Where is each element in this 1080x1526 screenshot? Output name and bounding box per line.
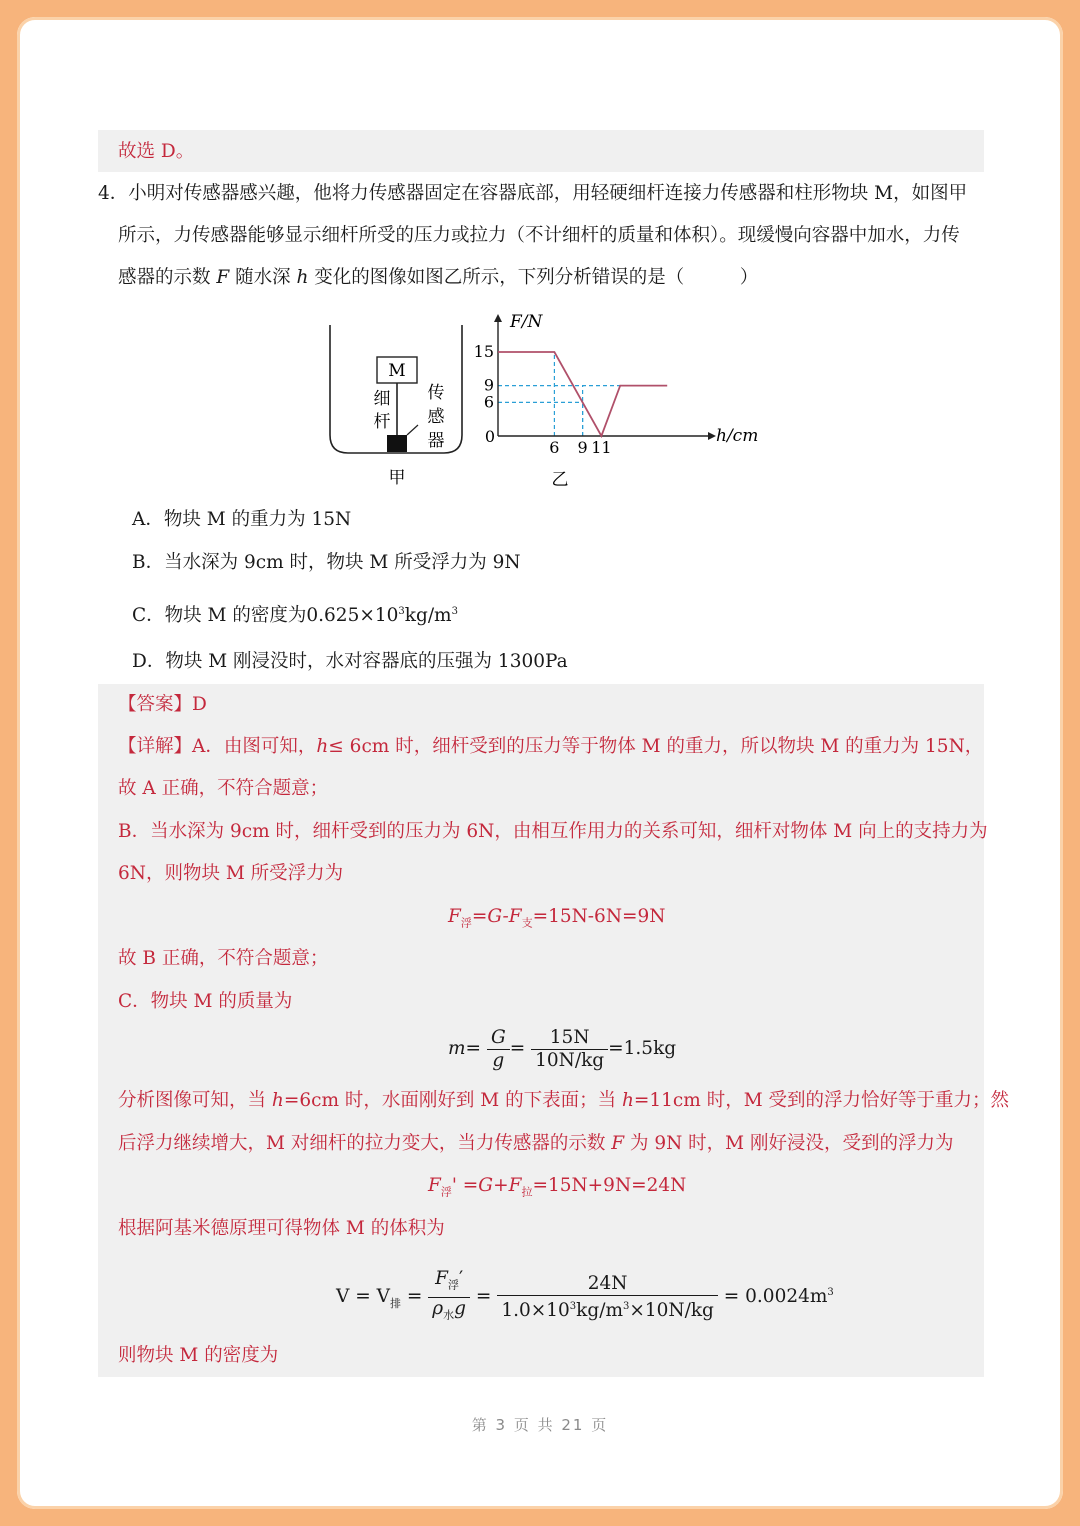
detail-c-line-1: C．物块 M 的质量为 [118,991,293,1012]
y-axis-arrow [494,314,502,322]
force-depth-chart [470,308,770,493]
option-b: B．当水深为 9cm 时，物块 M 所受浮力为 9N [132,552,521,573]
page-footer: 第 3 页 共 21 页 [471,1416,609,1434]
y-axis-label: F/N [510,312,543,332]
option-d: D．物块 M 刚浸没时，水对容器底的压强为 1300Pa [132,651,568,672]
equation-buoyancy-1: $F_浮=G-F_支=15N-6N=9N$ [448,906,666,930]
rod-label-1: 细 [373,389,391,409]
equation-mass: m= $\frac{G}{g}$ = $\frac{15N}{10N/kg}$ =1.5kg [448,1026,677,1071]
detail-b-line-3: 故 B 正确，不符合题意； [118,948,329,969]
question-line-1: 4．小明对传感器感兴趣，他将力传感器固定在容器底部，用轻硬细杆连接力传感器和柱形物块 M，如图甲 [98,183,968,204]
question-line-3: 感器的示数 F 随水深 h 变化的图像如图乙所示，下列分析错误的是（ ） [118,267,759,288]
rod-label-2: 杆 [373,412,391,432]
x-tick-label: 6 [549,438,560,457]
intro-text: 故选 D。 [118,141,195,162]
x-tick-label: 11 [591,438,612,457]
detail-b-line-1: B．当水深为 9cm 时，细杆受到的压力为 6N，由相互作用力的关系可知，细杆对物体 M 向上的支持力为 [118,821,988,842]
detail-a-line-2: 故 A 正确，不符合题意； [118,778,329,799]
figure-container-diagram [320,315,480,495]
option-c: C．物块 M 的密度为$0.625\times 10^3kg/m^3$ [132,605,458,627]
intro-band [98,130,984,172]
detail-c-line-5: 则物块 M 的密度为 [118,1345,279,1366]
detail-c-line-3: 后浮力继续增大，M 对细杆的拉力变大，当力传感器的示数 F 为 9N 时，M 刚好浸没，受到的浮力为 [118,1133,954,1154]
detail-c-line-2: 分析图像可知，当 h=6cm 时，水面刚好到 M 的下表面；当 h=11cm 时，M 受到的浮力恰好等于重力；然 [118,1090,1010,1111]
sensor-block [387,435,407,452]
equation-buoyancy-2: $F_浮' =G+F_拉=15N+9N=24N$ [428,1175,687,1199]
equation-volume: $V = V_排$ = $\frac{F_浮'}{\rho_水g}$ = $\frac{24N}{1.0\times 10^3kg/m^3\times 10N/kg}$ = $0.0024m^3$ [336,1268,834,1322]
figure-a-caption: 甲 [388,468,406,488]
sensor-label-3: 器 [427,431,445,451]
x-axis-label: h/cm [716,426,759,446]
y-tick-label: 9 [483,375,494,395]
question-line-2: 所示，力传感器能够显示细杆所受的压力或拉力（不计细杆的质量和体积）。现缓慢向容器中加水，力传 [118,225,960,246]
origin-label: 0 [484,427,496,446]
y-tick-label: 6 [483,392,494,412]
option-a: A．物块 M 的重力为 15N [132,509,352,530]
detail-b-line-2: 6N，则物块 M 所受浮力为 [118,863,344,884]
sensor-label-1: 传 [427,383,445,403]
sensor-label-2: 感 [427,407,445,427]
y-tick-label: 15 [473,342,494,361]
detail-a-line-1: 【详解】A．由图可知，h≤ 6cm 时，细杆受到的压力等于物体 M 的重力，所以物块 M 的重力为 15N， [118,736,984,757]
answer-line: 【答案】D [118,694,207,715]
chart-caption: 乙 [551,470,569,490]
x-axis-arrow [708,432,716,440]
sensor-pointer [407,425,418,435]
detail-c-line-4: 根据阿基米德原理可得物体 M 的体积为 [118,1218,445,1239]
x-tick-label: 9 [577,438,588,457]
block-m-label: M [388,361,406,381]
